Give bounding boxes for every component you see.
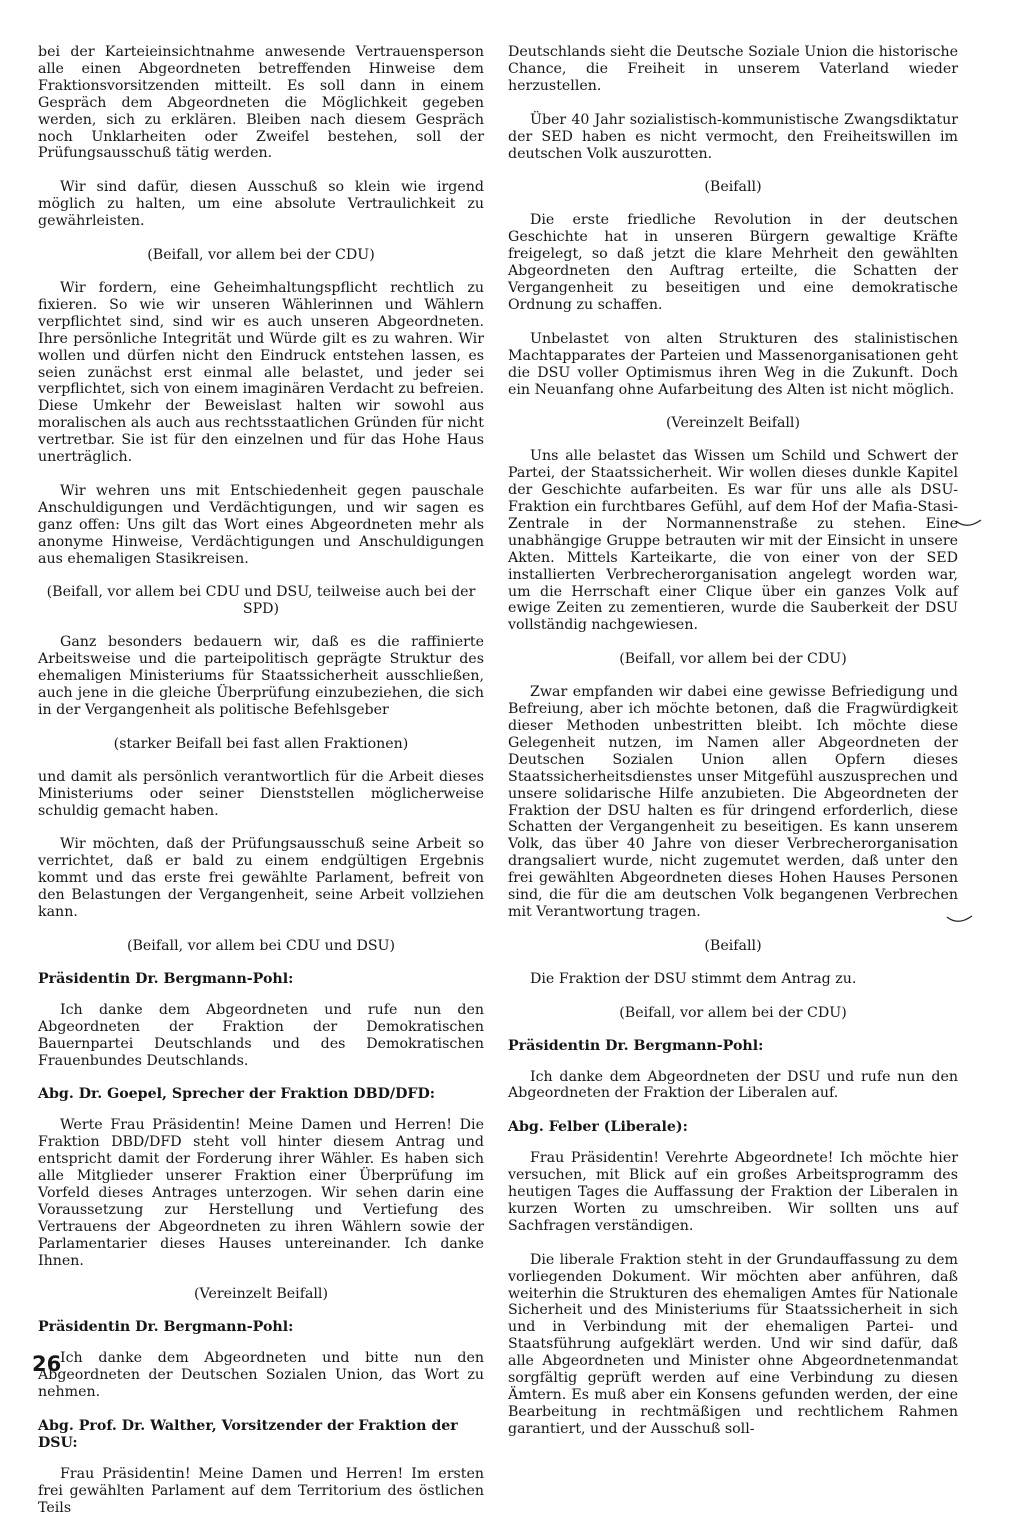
- applause-note: (Beifall): [704, 179, 762, 196]
- paragraph: Ich danke dem Abgeordneten und rufe nun den Abgeordneten der Fraktion der Demokratischen Bauernpartei Deutschlands und des Demokratischen Frauenbundes Deutschlands.: [38, 1001, 484, 1069]
- speaker-heading: Abg. Prof. Dr. Walther, Vorsitzender der Fraktion der DSU:: [38, 1418, 458, 1451]
- applause-note: (Vereinzelt Beifall): [193, 1286, 329, 1303]
- paragraph: Deutschlands sieht die Deutsche Soziale Union die historische Chance, die Freiheit in unserem Vaterland wieder herzustellen.: [508, 44, 958, 94]
- margin-mark: [955, 518, 983, 528]
- right-column: [508, 44, 958, 1455]
- applause-note: (Vereinzelt Beifall): [665, 415, 801, 432]
- paragraph: Die Fraktion der DSU stimmt dem Antrag zu.: [530, 970, 857, 987]
- speaker-heading: Abg. Dr. Goepel, Sprecher der Fraktion DBD/DFD:: [38, 1086, 435, 1103]
- paragraph: Frau Präsidentin! Verehrte Abgeordnete! Ich möchte hier versuchen, mit Blick auf ein großes Arbeitsprogramm des heutigen Tages die Auffassung der Fraktion der Liberalen in kurzen Worten zu umschreiben. Wir sollten uns auf Sachfragen verständigen.: [508, 1150, 958, 1234]
- margin-mark: [946, 914, 974, 924]
- applause-note: (Beifall, vor allem bei der CDU): [147, 247, 375, 264]
- paragraph: Ich danke dem Abgeordneten der DSU und rufe nun den Abgeordneten der Fraktion der Liberalen auf.: [508, 1068, 958, 1102]
- paragraph: Zwar empfanden wir dabei eine gewisse Befriedigung und Befreiung, aber ich möchte betonen, daß die Fragwürdigkeit dieser Methoden unbestritten bleibt. Ich möchte diese Gelegenheit nutzen, im Namen aller Abgeordneten der Deutschen Sozialen Union allen Opfern dieses Staatssicherheitsdienstes unser Mitgefühl auszusprechen und unsere solidarische Hilfe anzubieten. Die Abgeordneten der Fraktion der DSU halten es für dringend erforderlich, diese Schatten der Vergangenheit zu beseitigen. Es kann unserem Volk, das über 40 Jahre von dieser Verbrecherorganisation drangsaliert wurde, nicht zugemutet werden, daß unter den frei gewählten Abgeordneten dieses Hohen Hauses Personen sind, die für die am deutschen Volk begangenen Verbrechen mit Verantwortung tragen.: [508, 684, 958, 920]
- paragraph: Wir möchten, daß der Prüfungsausschuß seine Arbeit so verrichtet, daß er bald zu einem endgültigen Ergebnis kommt und das erste frei gewählte Parlament, befreit von den Belastungen der Vergangenheit, seine Arbeit vollziehen kann.: [38, 836, 484, 921]
- paragraph: bei der Karteieinsichtnahme anwesende Vertrauensperson alle einen Abgeordneten betreffenden Hinweise dem Fraktionsvorsitzenden mitteilt. Es soll dann in einem Gespräch dem Abgeordneten die Möglichkeit gegeben werden, sich zu erklären. Bleiben nach diesem Gespräch noch Unklarheiten oder Zweifel bestehen, soll der Prüfungsausschuß tätig werden.: [38, 44, 484, 162]
- paragraph: Wir sind dafür, diesen Ausschuß so klein wie irgend möglich zu halten, um eine absolute Vertraulichkeit zu gewährleisten.: [38, 179, 484, 230]
- paragraph: Wir wehren uns mit Entschiedenheit gegen pauschale Anschuldigungen und Verdächtigungen, und wir sagen es ganz offen: Uns gilt das Wort eines Abgeordneten mehr als anonyme Hinweise, Verdächtigungen und Anschuldigungen aus ehemaligen Stasikreisen.: [38, 482, 484, 567]
- paragraph: Über 40 Jahr sozialistisch-kommunistische Zwangsdiktatur der SED haben es nicht vermocht, den Freiheitswillen im deutschen Volk auszurotten.: [508, 111, 958, 162]
- paragraph: Wir fordern, eine Geheimhaltungspflicht rechtlich zu fixieren. So wie wir unseren Wählerinnen und Wählern verpflichtet sind, sind wir es auch unseren Abgeordneten. Ihre persönliche Integrität und Würde gilt es zu wahren. Wir wollen und dürfen nicht den Eindruck entstehen lassen, es seien zunächst erst einmal alle belastet, und jeder sei verpflichtet, sich von einem imaginären Verdacht zu befreien. Diese Umkehr der Beweislast halten wir sowohl aus moralischen als auch aus rechtsstaatlichen Gründen für nicht vertretbar. Sie ist für den einzelnen und für das Hohe Haus unerträglich.: [38, 279, 484, 466]
- paragraph: Uns alle belastet das Wissen um Schild und Schwert der Partei, der Staatssicherheit. Wir wollen dieses dunkle Kapitel der Geschichte aufarbeiten. Es war für uns alle als DSU-Fraktion ein furchtbares Gefühl, auf dem Hof der Mafia-Stasi-Zentrale in der Normannenstraße zu stehen. Eine unabhängige Gruppe betrauten wir mit der Einsicht in unsere Akten. Mittels Karteikarte, die von einer von der SED installierten Verbrecherorganisation angelegt worden war, um die Herrschaft einer Clique über ein ganzes Volk auf ewige Zeiten zu zementieren, wurde die Sauberkeit der DSU vollständig nachgewiesen.: [508, 448, 958, 634]
- left-column: [38, 44, 484, 1534]
- paragraph: Ich danke dem Abgeordneten und bitte nun den Abgeordneten der Deutschen Sozialen Union, das Wort zu nehmen.: [38, 1350, 484, 1401]
- applause-note: (Beifall, vor allem bei CDU und DSU): [126, 937, 396, 954]
- paragraph: Die liberale Fraktion steht in der Grundauffassung zu dem vorliegenden Dokument. Wir möchten aber anführen, daß weiterhin die Strukturen des ehemaligen Amtes für Nationale Sicherheit und des Ministeriums für Staatssicherheit in sich und in Verbindung mit der ehemaligen Partei- und Staatsführung aufgeklärt werden. Und wir sind dafür, daß alle Abgeordneten und Minister ohne Abgeordnetenmandat sorgfältig geprüft werden auf eine Verbindung zu diesen Ämtern. Es muß aber ein Konsens gefunden werden, der eine Bearbeitung in rechtmäßigen und rechtlichem Rahmen garantiert, und der Ausschuß soll-: [508, 1251, 958, 1437]
- applause-note: (Beifall): [704, 937, 762, 954]
- applause-note: (Beifall, vor allem bei der CDU): [619, 651, 847, 668]
- paragraph: Werte Frau Präsidentin! Meine Damen und Herren! Die Fraktion DBD/DFD steht voll hinter diesem Antrag und entspricht damit der Forderung ihrer Wähler. Es haben sich alle Mitglieder unserer Fraktion einer Überprüfung im Vorfeld dieses Antrages unterzogen. Wir sehen darin eine Voraussetzung zur Herstellung und Vertiefung des Vertrauens der Abgeordneten zu ihren Wählern sowie der Parlamentarier dieses Hauses untereinander. Ich danke Ihnen.: [38, 1117, 484, 1269]
- applause-note: (Beifall, vor allem bei der CDU): [619, 1004, 847, 1021]
- page-number: 26: [32, 1352, 62, 1376]
- paragraph: und damit als persönlich verantwortlich für die Arbeit dieses Ministeriums oder seiner Dienststellen möglicherweise schuldig gemacht haben.: [38, 768, 484, 819]
- speaker-heading: Abg. Felber (Liberale):: [508, 1119, 688, 1136]
- paragraph: Unbelastet von alten Strukturen des stalinistischen Machtapparates der Parteien und Massenorganisationen geht die DSU voller Optimismus ihren Weg in die Zukunft. Doch ein Neuanfang ohne Aufarbeitung des Alten ist nicht möglich.: [508, 330, 958, 398]
- speaker-heading: Präsidentin Dr. Bergmann-Pohl:: [38, 970, 294, 987]
- paragraph: Die erste friedliche Revolution in der deutschen Geschichte hat in unseren Bürgern gewaltige Kräfte freigelegt, so daß jetzt die klare Mehrheit den gewählten Abgeordneten den Auftrag erteilte, die Schatten der Vergangenheit zu beseitigen und eine demokratische Ordnung zu schaffen.: [508, 212, 958, 313]
- speaker-heading: Präsidentin Dr. Bergmann-Pohl:: [508, 1037, 764, 1054]
- applause-note: (starker Beifall bei fast allen Fraktionen): [113, 735, 409, 752]
- applause-note: (Beifall, vor allem bei CDU und DSU, teilweise auch bei der SPD): [46, 584, 476, 618]
- speaker-heading: Präsidentin Dr. Bergmann-Pohl:: [38, 1319, 294, 1336]
- paragraph: Ganz besonders bedauern wir, daß es die raffinierte Arbeitsweise und die parteipolitisch geprägte Struktur des ehemaligen Ministeriums für Staatssicherheit ausschließen, auch jene in die gleiche Überprüfung einzubeziehen, die sich in der Vergangenheit als politische Befehlsgeber: [38, 634, 484, 718]
- paragraph: Frau Präsidentin! Meine Damen und Herren! Im ersten frei gewählten Parlament auf dem Territorium des östlichen Teils: [38, 1465, 484, 1516]
